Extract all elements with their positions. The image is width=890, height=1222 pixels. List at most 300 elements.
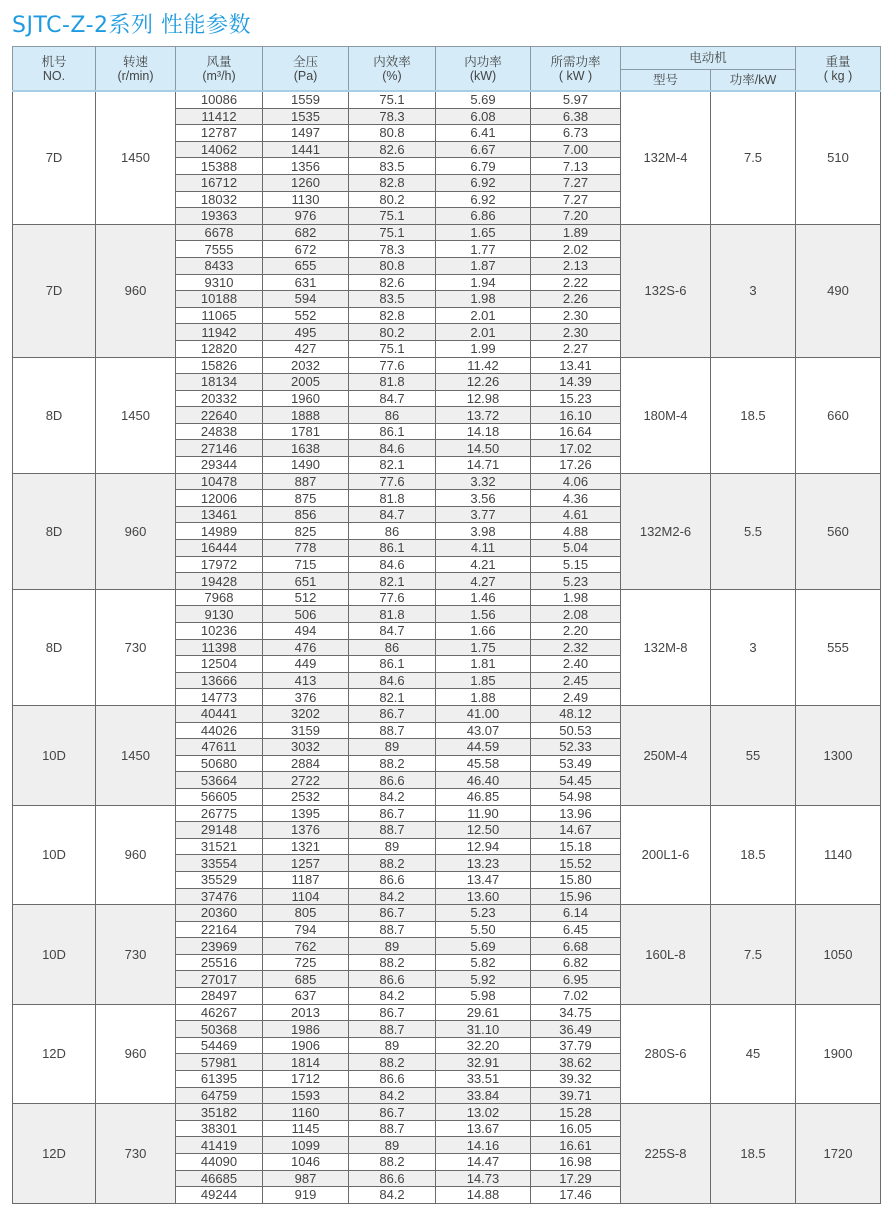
model-no-cell: 10D <box>13 905 96 1005</box>
required-power-cell: 5.97 <box>531 91 621 108</box>
pressure-cell: 1104 <box>263 888 349 905</box>
pressure-cell: 1559 <box>263 91 349 108</box>
table-row <box>13 357 881 374</box>
internal-power-cell: 3.77 <box>436 506 531 523</box>
pressure-cell: 1906 <box>263 1037 349 1054</box>
efficiency-cell: 84.6 <box>349 556 436 573</box>
required-power-cell: 2.30 <box>531 324 621 341</box>
efficiency-cell: 78.3 <box>349 108 436 125</box>
efficiency-cell: 86.7 <box>349 1104 436 1121</box>
airflow-cell: 50368 <box>176 1021 263 1038</box>
pressure-cell: 1638 <box>263 440 349 457</box>
airflow-cell: 15826 <box>176 357 263 374</box>
internal-power-cell: 1.98 <box>436 291 531 308</box>
internal-power-cell: 11.42 <box>436 357 531 374</box>
pressure-cell: 2032 <box>263 357 349 374</box>
efficiency-cell: 75.1 <box>349 340 436 357</box>
internal-power-cell: 6.92 <box>436 174 531 191</box>
pressure-cell: 1130 <box>263 191 349 208</box>
efficiency-cell: 81.8 <box>349 490 436 507</box>
required-power-cell: 16.64 <box>531 423 621 440</box>
airflow-cell: 31521 <box>176 838 263 855</box>
efficiency-cell: 88.7 <box>349 722 436 739</box>
airflow-cell: 23969 <box>176 938 263 955</box>
efficiency-cell: 82.6 <box>349 141 436 158</box>
internal-power-cell: 1.88 <box>436 689 531 706</box>
weight-cell: 560 <box>796 473 881 589</box>
required-power-cell: 15.96 <box>531 888 621 905</box>
required-power-cell: 6.68 <box>531 938 621 955</box>
motor-type-cell: 200L1-6 <box>621 805 711 905</box>
airflow-cell: 26775 <box>176 805 263 822</box>
internal-power-cell: 6.86 <box>436 208 531 225</box>
required-power-cell: 13.41 <box>531 357 621 374</box>
airflow-cell: 47611 <box>176 739 263 756</box>
internal-power-cell: 5.82 <box>436 954 531 971</box>
internal-power-cell: 3.98 <box>436 523 531 540</box>
required-power-cell: 17.29 <box>531 1170 621 1187</box>
motor-power-cell: 7.5 <box>711 905 796 1005</box>
pressure-cell: 1490 <box>263 457 349 474</box>
required-power-cell: 5.04 <box>531 540 621 557</box>
efficiency-cell: 84.6 <box>349 672 436 689</box>
pressure-cell: 1376 <box>263 822 349 839</box>
pressure-cell: 1781 <box>263 423 349 440</box>
efficiency-cell: 86.6 <box>349 871 436 888</box>
efficiency-cell: 82.1 <box>349 689 436 706</box>
pressure-cell: 512 <box>263 589 349 606</box>
efficiency-cell: 77.6 <box>349 473 436 490</box>
efficiency-cell: 86.1 <box>349 540 436 557</box>
airflow-cell: 44090 <box>176 1154 263 1171</box>
motor-type-cell: 132M-8 <box>621 589 711 705</box>
internal-power-cell: 14.18 <box>436 423 531 440</box>
speed-cell: 730 <box>96 1104 176 1204</box>
speed-cell: 730 <box>96 589 176 705</box>
airflow-cell: 41419 <box>176 1137 263 1154</box>
required-power-cell: 17.26 <box>531 457 621 474</box>
internal-power-cell: 31.10 <box>436 1021 531 1038</box>
airflow-cell: 13666 <box>176 672 263 689</box>
required-power-cell: 2.08 <box>531 606 621 623</box>
airflow-cell: 22640 <box>176 407 263 424</box>
airflow-cell: 14773 <box>176 689 263 706</box>
header-internal-power: 内功率 (kW) <box>436 47 531 92</box>
required-power-cell: 13.96 <box>531 805 621 822</box>
motor-type-cell: 280S-6 <box>621 1004 711 1104</box>
internal-power-cell: 29.61 <box>436 1004 531 1021</box>
internal-power-cell: 1.77 <box>436 241 531 258</box>
pressure-cell: 825 <box>263 523 349 540</box>
airflow-cell: 20360 <box>176 905 263 922</box>
required-power-cell: 6.45 <box>531 921 621 938</box>
efficiency-cell: 88.2 <box>349 1054 436 1071</box>
airflow-cell: 29344 <box>176 457 263 474</box>
internal-power-cell: 6.08 <box>436 108 531 125</box>
model-no-cell: 12D <box>13 1004 96 1104</box>
required-power-cell: 48.12 <box>531 705 621 722</box>
efficiency-cell: 82.8 <box>349 174 436 191</box>
required-power-cell: 6.14 <box>531 905 621 922</box>
airflow-cell: 22164 <box>176 921 263 938</box>
required-power-cell: 1.89 <box>531 224 621 241</box>
motor-power-cell: 55 <box>711 705 796 805</box>
efficiency-cell: 86.7 <box>349 705 436 722</box>
table-row <box>13 805 881 822</box>
pressure-cell: 476 <box>263 639 349 656</box>
airflow-cell: 15388 <box>176 158 263 175</box>
efficiency-cell: 75.1 <box>349 224 436 241</box>
internal-power-cell: 1.56 <box>436 606 531 623</box>
pressure-cell: 1497 <box>263 125 349 142</box>
internal-power-cell: 2.01 <box>436 324 531 341</box>
required-power-cell: 6.95 <box>531 971 621 988</box>
required-power-cell: 36.49 <box>531 1021 621 1038</box>
table-row <box>13 473 881 490</box>
required-power-cell: 34.75 <box>531 1004 621 1021</box>
airflow-cell: 35182 <box>176 1104 263 1121</box>
table-row <box>13 91 881 108</box>
internal-power-cell: 13.02 <box>436 1104 531 1121</box>
internal-power-cell: 13.72 <box>436 407 531 424</box>
efficiency-cell: 89 <box>349 938 436 955</box>
required-power-cell: 6.38 <box>531 108 621 125</box>
motor-type-cell: 132M2-6 <box>621 473 711 589</box>
efficiency-cell: 88.2 <box>349 855 436 872</box>
weight-cell: 1050 <box>796 905 881 1005</box>
efficiency-cell: 86 <box>349 407 436 424</box>
airflow-cell: 27146 <box>176 440 263 457</box>
efficiency-cell: 89 <box>349 1137 436 1154</box>
internal-power-cell: 41.00 <box>436 705 531 722</box>
speed-cell: 1450 <box>96 357 176 473</box>
motor-type-cell: 132S-6 <box>621 224 711 357</box>
internal-power-cell: 5.98 <box>436 988 531 1005</box>
header-total-pressure: 全压 (Pa) <box>263 47 349 92</box>
efficiency-cell: 88.7 <box>349 1120 436 1137</box>
internal-power-cell: 3.56 <box>436 490 531 507</box>
speed-cell: 960 <box>96 805 176 905</box>
airflow-cell: 10478 <box>176 473 263 490</box>
pressure-cell: 976 <box>263 208 349 225</box>
pressure-cell: 1260 <box>263 174 349 191</box>
airflow-cell: 56605 <box>176 788 263 805</box>
efficiency-cell: 89 <box>349 739 436 756</box>
internal-power-cell: 12.26 <box>436 374 531 391</box>
efficiency-cell: 77.6 <box>349 589 436 606</box>
efficiency-cell: 75.1 <box>349 91 436 108</box>
required-power-cell: 17.46 <box>531 1187 621 1204</box>
motor-power-cell: 18.5 <box>711 805 796 905</box>
required-power-cell: 2.40 <box>531 656 621 673</box>
table-row <box>13 589 881 606</box>
header-required-power: 所需功率 ( kW ) <box>531 47 621 92</box>
internal-power-cell: 13.60 <box>436 888 531 905</box>
efficiency-cell: 81.8 <box>349 374 436 391</box>
airflow-cell: 9130 <box>176 606 263 623</box>
required-power-cell: 4.36 <box>531 490 621 507</box>
required-power-cell: 7.20 <box>531 208 621 225</box>
required-power-cell: 2.30 <box>531 307 621 324</box>
pressure-cell: 856 <box>263 506 349 523</box>
efficiency-cell: 84.7 <box>349 506 436 523</box>
pressure-cell: 494 <box>263 623 349 640</box>
pressure-cell: 1986 <box>263 1021 349 1038</box>
internal-power-cell: 43.07 <box>436 722 531 739</box>
required-power-cell: 4.61 <box>531 506 621 523</box>
weight-cell: 1300 <box>796 705 881 805</box>
model-no-cell: 8D <box>13 589 96 705</box>
airflow-cell: 6678 <box>176 224 263 241</box>
motor-type-cell: 225S-8 <box>621 1104 711 1204</box>
internal-power-cell: 14.88 <box>436 1187 531 1204</box>
required-power-cell: 15.28 <box>531 1104 621 1121</box>
speed-cell: 960 <box>96 1004 176 1104</box>
weight-cell: 660 <box>796 357 881 473</box>
efficiency-cell: 86.6 <box>349 971 436 988</box>
airflow-cell: 27017 <box>176 971 263 988</box>
table-header <box>13 47 881 92</box>
required-power-cell: 7.13 <box>531 158 621 175</box>
pressure-cell: 1395 <box>263 805 349 822</box>
header-motor: 电动机 <box>621 47 796 70</box>
efficiency-cell: 84.2 <box>349 1187 436 1204</box>
weight-cell: 1900 <box>796 1004 881 1104</box>
internal-power-cell: 5.23 <box>436 905 531 922</box>
pressure-cell: 2005 <box>263 374 349 391</box>
internal-power-cell: 13.67 <box>436 1120 531 1137</box>
model-no-cell: 10D <box>13 805 96 905</box>
internal-power-cell: 1.75 <box>436 639 531 656</box>
airflow-cell: 37476 <box>176 888 263 905</box>
required-power-cell: 4.06 <box>531 473 621 490</box>
airflow-cell: 16444 <box>176 540 263 557</box>
pressure-cell: 1712 <box>263 1071 349 1088</box>
internal-power-cell: 32.91 <box>436 1054 531 1071</box>
airflow-cell: 10086 <box>176 91 263 108</box>
required-power-cell: 54.45 <box>531 772 621 789</box>
internal-power-cell: 1.87 <box>436 257 531 274</box>
efficiency-cell: 88.2 <box>349 1154 436 1171</box>
pressure-cell: 651 <box>263 573 349 590</box>
pressure-cell: 2532 <box>263 788 349 805</box>
internal-power-cell: 5.92 <box>436 971 531 988</box>
airflow-cell: 10236 <box>176 623 263 640</box>
speed-cell: 1450 <box>96 91 176 224</box>
efficiency-cell: 89 <box>349 1037 436 1054</box>
performance-table <box>12 46 881 1204</box>
pressure-cell: 805 <box>263 905 349 922</box>
required-power-cell: 2.45 <box>531 672 621 689</box>
airflow-cell: 7968 <box>176 589 263 606</box>
efficiency-cell: 86.7 <box>349 905 436 922</box>
internal-power-cell: 12.94 <box>436 838 531 855</box>
header-airflow: 风量 (m³/h) <box>176 47 263 92</box>
efficiency-cell: 86.1 <box>349 656 436 673</box>
pressure-cell: 2722 <box>263 772 349 789</box>
internal-power-cell: 14.73 <box>436 1170 531 1187</box>
efficiency-cell: 83.5 <box>349 158 436 175</box>
pressure-cell: 1046 <box>263 1154 349 1171</box>
efficiency-cell: 82.6 <box>349 274 436 291</box>
internal-power-cell: 13.23 <box>436 855 531 872</box>
efficiency-cell: 84.2 <box>349 988 436 1005</box>
model-no-cell: 12D <box>13 1104 96 1204</box>
motor-power-cell: 45 <box>711 1004 796 1104</box>
required-power-cell: 2.27 <box>531 340 621 357</box>
pressure-cell: 715 <box>263 556 349 573</box>
efficiency-cell: 80.2 <box>349 324 436 341</box>
airflow-cell: 14989 <box>176 523 263 540</box>
pressure-cell: 778 <box>263 540 349 557</box>
internal-power-cell: 2.01 <box>436 307 531 324</box>
airflow-cell: 54469 <box>176 1037 263 1054</box>
airflow-cell: 9310 <box>176 274 263 291</box>
internal-power-cell: 1.99 <box>436 340 531 357</box>
efficiency-cell: 84.2 <box>349 888 436 905</box>
efficiency-cell: 77.6 <box>349 357 436 374</box>
weight-cell: 510 <box>796 91 881 224</box>
pressure-cell: 506 <box>263 606 349 623</box>
efficiency-cell: 88.7 <box>349 822 436 839</box>
pressure-cell: 1960 <box>263 390 349 407</box>
motor-power-cell: 18.5 <box>711 357 796 473</box>
airflow-cell: 19428 <box>176 573 263 590</box>
pressure-cell: 1441 <box>263 141 349 158</box>
required-power-cell: 2.02 <box>531 241 621 258</box>
airflow-cell: 61395 <box>176 1071 263 1088</box>
airflow-cell: 12006 <box>176 490 263 507</box>
pressure-cell: 631 <box>263 274 349 291</box>
internal-power-cell: 4.21 <box>436 556 531 573</box>
efficiency-cell: 86.7 <box>349 1004 436 1021</box>
internal-power-cell: 14.71 <box>436 457 531 474</box>
efficiency-cell: 88.2 <box>349 954 436 971</box>
speed-cell: 730 <box>96 905 176 1005</box>
pressure-cell: 1356 <box>263 158 349 175</box>
efficiency-cell: 81.8 <box>349 606 436 623</box>
model-no-cell: 8D <box>13 357 96 473</box>
internal-power-cell: 13.47 <box>436 871 531 888</box>
internal-power-cell: 12.98 <box>436 390 531 407</box>
required-power-cell: 15.23 <box>531 390 621 407</box>
required-power-cell: 54.98 <box>531 788 621 805</box>
airflow-cell: 18032 <box>176 191 263 208</box>
airflow-cell: 11398 <box>176 639 263 656</box>
internal-power-cell: 46.40 <box>436 772 531 789</box>
internal-power-cell: 44.59 <box>436 739 531 756</box>
internal-power-cell: 14.16 <box>436 1137 531 1154</box>
required-power-cell: 16.61 <box>531 1137 621 1154</box>
internal-power-cell: 6.41 <box>436 125 531 142</box>
airflow-cell: 17972 <box>176 556 263 573</box>
airflow-cell: 19363 <box>176 208 263 225</box>
efficiency-cell: 82.1 <box>349 457 436 474</box>
pressure-cell: 3032 <box>263 739 349 756</box>
motor-power-cell: 7.5 <box>711 91 796 224</box>
pressure-cell: 655 <box>263 257 349 274</box>
weight-cell: 1720 <box>796 1104 881 1204</box>
efficiency-cell: 80.8 <box>349 125 436 142</box>
model-no-cell: 8D <box>13 473 96 589</box>
airflow-cell: 33554 <box>176 855 263 872</box>
airflow-cell: 29148 <box>176 822 263 839</box>
efficiency-cell: 86.6 <box>349 772 436 789</box>
airflow-cell: 12787 <box>176 125 263 142</box>
efficiency-cell: 84.7 <box>349 390 436 407</box>
pressure-cell: 413 <box>263 672 349 689</box>
pressure-cell: 672 <box>263 241 349 258</box>
pressure-cell: 1099 <box>263 1137 349 1154</box>
required-power-cell: 15.80 <box>531 871 621 888</box>
required-power-cell: 1.98 <box>531 589 621 606</box>
weight-cell: 490 <box>796 224 881 357</box>
internal-power-cell: 6.67 <box>436 141 531 158</box>
airflow-cell: 64759 <box>176 1087 263 1104</box>
page-title: SJTC-Z-2系列 性能参数 <box>12 13 252 38</box>
airflow-cell: 12504 <box>176 656 263 673</box>
efficiency-cell: 75.1 <box>349 208 436 225</box>
pressure-cell: 919 <box>263 1187 349 1204</box>
internal-power-cell: 33.51 <box>436 1071 531 1088</box>
pressure-cell: 682 <box>263 224 349 241</box>
efficiency-cell: 84.2 <box>349 788 436 805</box>
motor-type-cell: 180M-4 <box>621 357 711 473</box>
table-row <box>13 705 881 722</box>
required-power-cell: 38.62 <box>531 1054 621 1071</box>
pressure-cell: 794 <box>263 921 349 938</box>
airflow-cell: 46685 <box>176 1170 263 1187</box>
motor-power-cell: 18.5 <box>711 1104 796 1204</box>
internal-power-cell: 4.27 <box>436 573 531 590</box>
weight-cell: 555 <box>796 589 881 705</box>
efficiency-cell: 82.8 <box>349 307 436 324</box>
speed-cell: 1450 <box>96 705 176 805</box>
speed-cell: 960 <box>96 224 176 357</box>
internal-power-cell: 5.50 <box>436 921 531 938</box>
airflow-cell: 14062 <box>176 141 263 158</box>
efficiency-cell: 86 <box>349 639 436 656</box>
airflow-cell: 28497 <box>176 988 263 1005</box>
internal-power-cell: 1.85 <box>436 672 531 689</box>
internal-power-cell: 11.90 <box>436 805 531 822</box>
required-power-cell: 2.32 <box>531 639 621 656</box>
airflow-cell: 11065 <box>176 307 263 324</box>
airflow-cell: 50680 <box>176 755 263 772</box>
required-power-cell: 39.32 <box>531 1071 621 1088</box>
pressure-cell: 887 <box>263 473 349 490</box>
required-power-cell: 50.53 <box>531 722 621 739</box>
pressure-cell: 1145 <box>263 1120 349 1137</box>
efficiency-cell: 84.7 <box>349 623 436 640</box>
pressure-cell: 1814 <box>263 1054 349 1071</box>
pressure-cell: 495 <box>263 324 349 341</box>
required-power-cell: 7.02 <box>531 988 621 1005</box>
internal-power-cell: 12.50 <box>436 822 531 839</box>
pressure-cell: 449 <box>263 656 349 673</box>
required-power-cell: 14.39 <box>531 374 621 391</box>
model-no-cell: 10D <box>13 705 96 805</box>
efficiency-cell: 80.8 <box>349 257 436 274</box>
weight-cell: 1140 <box>796 805 881 905</box>
pressure-cell: 1888 <box>263 407 349 424</box>
efficiency-cell: 82.1 <box>349 573 436 590</box>
speed-cell: 960 <box>96 473 176 589</box>
required-power-cell: 5.23 <box>531 573 621 590</box>
required-power-cell: 2.49 <box>531 689 621 706</box>
required-power-cell: 2.26 <box>531 291 621 308</box>
pressure-cell: 725 <box>263 954 349 971</box>
